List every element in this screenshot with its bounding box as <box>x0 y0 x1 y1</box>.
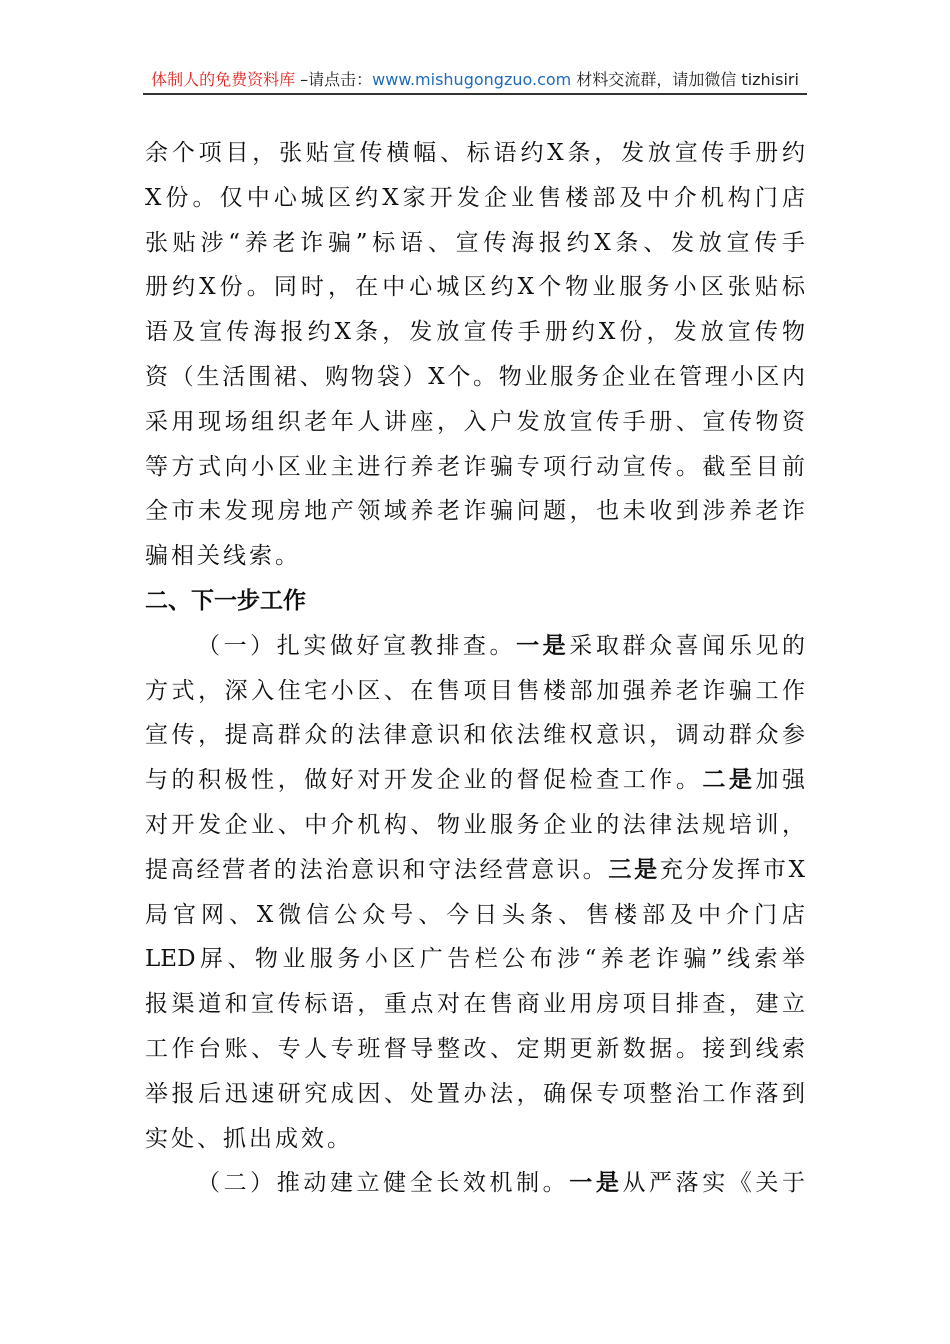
text-segment: （二）推动建立健全长效机制。 <box>197 1170 570 1197</box>
text-segment: 全市未发现房地产领域养老诈骗问题，也未收到涉养老诈 <box>145 498 805 525</box>
text-segment: 对开发企业、中介机构、物业服务企业的法律法规培训， <box>145 811 805 838</box>
paragraph-line <box>145 1117 805 1162</box>
paragraph-line <box>145 445 805 490</box>
paragraph-line <box>145 534 805 579</box>
text-segment: 册约X份。同时，在中心城区约X个物业服务小区张贴标 <box>145 274 805 301</box>
bold-text: 二、下一步工作 <box>145 587 306 614</box>
text-segment: 宣传，提高群众的法律意识和依法维权意识，调动群众参 <box>145 722 805 749</box>
paragraph-line <box>145 982 805 1027</box>
text-segment: 充分发挥市X <box>659 856 806 883</box>
watermark-header <box>145 68 805 92</box>
paragraph-line <box>145 803 805 848</box>
paragraph-line <box>145 758 805 803</box>
text-segment: 工作台账、专人专班督导整改、定期更新数据。接到线索 <box>145 1035 805 1062</box>
text-segment: LED屏、物业服务小区广告栏公布涉“养老诈骗”线索举 <box>145 946 805 973</box>
text-segment: 方式，深入住宅小区、在售项目售楼部加强养老诈骗工作 <box>145 677 805 704</box>
paragraph-line <box>145 1072 805 1117</box>
bold-text: 三是 <box>608 856 660 883</box>
text-segment: （一）扎实做好宣教排查。 <box>197 632 517 659</box>
paragraph-line <box>145 1161 805 1206</box>
text-segment: 余个项目，张贴宣传横幅、标语约X条，发放宣传手册约 <box>145 140 805 166</box>
paragraph-line <box>145 624 805 669</box>
paragraph-line <box>145 221 805 266</box>
text-segment: X份。仅中心城区约X家开发企业售楼部及中介机构门店 <box>145 184 805 211</box>
document-body <box>145 131 805 1206</box>
text-segment: 与的积极性，做好对开发企业的督促检查工作。 <box>145 767 703 794</box>
text-segment: 骗相关线索。 <box>145 543 301 570</box>
paragraph-line <box>145 893 805 938</box>
paragraph-line <box>145 1027 805 1072</box>
bold-text: 一是 <box>569 1170 623 1197</box>
paragraph-line <box>145 848 805 893</box>
text-segment: 从严落实《关于 <box>622 1170 806 1197</box>
paragraph-line <box>145 355 805 400</box>
text-segment: 语及宣传海报约X条，发放宣传手册约X份，发放宣传物 <box>145 319 805 346</box>
paragraph-line <box>145 489 805 534</box>
text-segment: 等方式向小区业主进行养老诈骗专项行动宣传。截至目前 <box>145 453 805 480</box>
text-segment: 举报后迅速研究成因、处置办法，确保专项整治工作落到 <box>145 1080 805 1107</box>
text-segment: 张贴涉“养老诈骗”标语、宣传海报约X条、发放宣传手 <box>145 229 805 256</box>
text-segment: 提高经营者的法治意识和守法经营意识。 <box>145 856 609 883</box>
text-segment: 采取群众喜闻乐见的 <box>569 632 806 659</box>
header-prompt: –请点击： <box>295 70 373 89</box>
section-heading <box>145 579 805 624</box>
paragraph-line <box>145 310 805 355</box>
text-segment: 加强 <box>755 767 806 794</box>
bold-text: 二是 <box>702 767 756 794</box>
paragraph-line <box>145 265 805 310</box>
header-suffix: 材料交流群，请加微信 tizhisiri <box>571 70 799 89</box>
text-segment: 实处、抓出成效。 <box>145 1125 353 1152</box>
text-segment: 采用现场组织老年人讲座，入户发放宣传手册、宣传物资 <box>145 408 805 435</box>
header-brand: 体制人的免费资料库 <box>151 70 296 89</box>
paragraph-line <box>145 669 805 714</box>
paragraph-line <box>145 400 805 445</box>
paragraph-line <box>145 176 805 221</box>
paragraph-line <box>145 937 805 982</box>
text-segment: 报渠道和宣传标语，重点对在售商业用房项目排查，建立 <box>145 991 805 1018</box>
paragraph-line <box>145 131 805 176</box>
header-divider <box>143 93 807 95</box>
text-segment: 资（生活围裙、购物袋）X个。物业服务企业在管理小区内 <box>145 363 805 390</box>
bold-text: 一是 <box>516 632 570 659</box>
paragraph-line <box>145 713 805 758</box>
header-url-link[interactable]: www.mishugongzuo.com <box>372 70 572 89</box>
text-segment: 局官网、X微信公众号、今日头条、售楼部及中介门店 <box>145 901 805 928</box>
